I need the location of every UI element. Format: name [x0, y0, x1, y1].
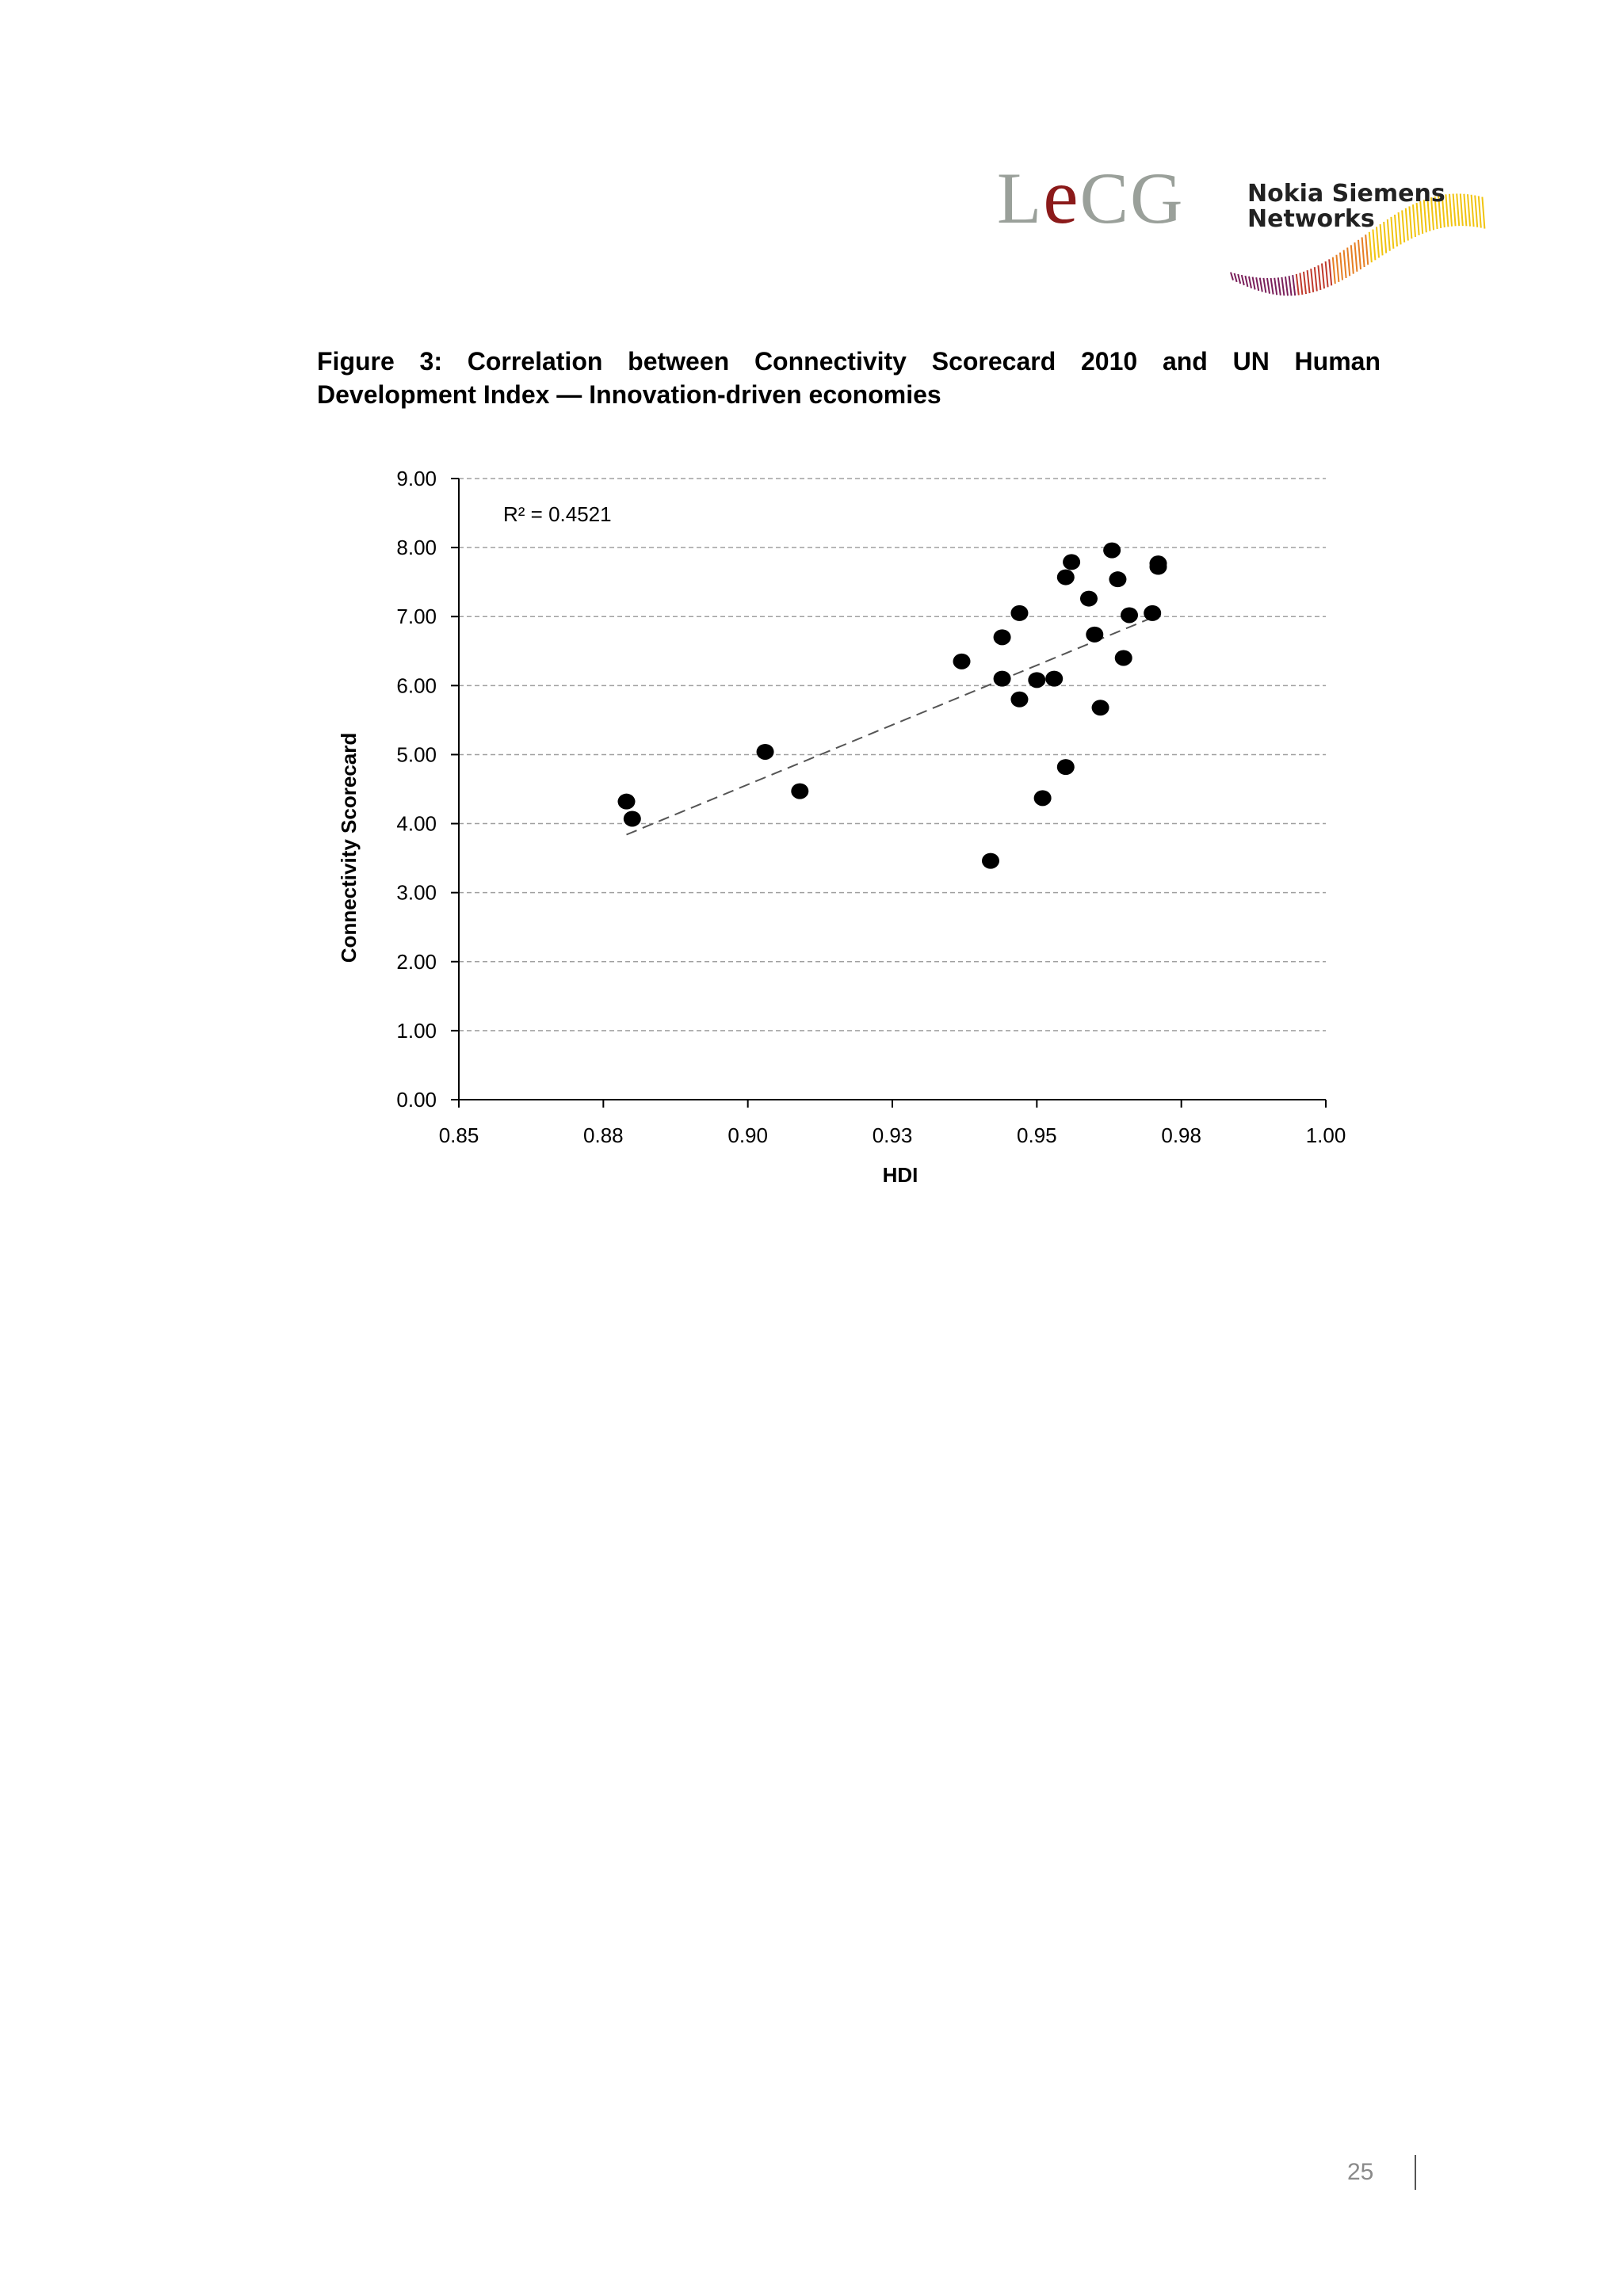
x-tick-label: 0.88	[583, 1123, 624, 1147]
data-point	[1149, 559, 1167, 575]
data-point	[1109, 571, 1126, 587]
data-point	[624, 810, 641, 826]
data-point	[1063, 554, 1080, 570]
y-tick-label: 4.00	[396, 811, 437, 836]
data-point	[953, 654, 971, 669]
page-number-rule	[1415, 2155, 1416, 2190]
trend-line	[627, 615, 1159, 834]
y-tick-label: 8.00	[396, 536, 437, 560]
data-point	[1057, 759, 1075, 775]
y-tick-label: 9.00	[396, 467, 437, 490]
data-point	[1103, 543, 1121, 559]
data-point	[757, 744, 774, 760]
x-tick-label: 0.85	[438, 1123, 479, 1147]
data-point	[1121, 607, 1138, 623]
r-squared-annotation: R² = 0.4521	[503, 502, 612, 526]
x-tick-label: 1.00	[1305, 1123, 1346, 1147]
y-tick-label: 1.00	[396, 1018, 437, 1043]
data-point	[1115, 650, 1132, 666]
data-point	[618, 794, 636, 810]
x-tick-label: 0.90	[727, 1123, 768, 1147]
nsn-logo-line1: Nokia Siemens	[1247, 180, 1445, 208]
data-point	[994, 671, 1011, 687]
figure-title: Figure 3: Correlation between Connectivity Scorecard 2010 and UN Human Development Index — Innovation-driven economies	[317, 347, 1381, 409]
y-tick-label: 7.00	[396, 605, 437, 629]
y-axis-label: Connectivity Scorecard	[337, 732, 361, 963]
y-tick-label: 5.00	[396, 742, 437, 767]
data-point	[791, 784, 808, 799]
y-tick-label: 6.00	[396, 673, 437, 698]
y-tick-label: 0.00	[396, 1088, 437, 1112]
page-number: 25	[1347, 2159, 1374, 2185]
data-point	[1028, 672, 1045, 688]
lecg-logo: LeCG	[997, 152, 1185, 240]
y-tick-label: 2.00	[396, 949, 437, 974]
data-point	[994, 629, 1011, 645]
data-point	[1034, 790, 1052, 806]
data-point	[1092, 700, 1109, 715]
x-axis-label: HDI	[882, 1163, 918, 1187]
data-point	[1010, 692, 1028, 707]
x-tick-label: 0.98	[1161, 1123, 1201, 1147]
x-tick-label: 0.93	[872, 1123, 913, 1147]
data-point	[982, 853, 999, 869]
data-point	[1080, 591, 1098, 607]
y-tick-label: 3.00	[396, 880, 437, 905]
nsn-logo-line2: Networks	[1247, 205, 1375, 233]
x-tick-label: 0.95	[1017, 1123, 1057, 1147]
data-point	[1010, 605, 1028, 621]
data-point	[1057, 570, 1075, 585]
data-point	[1144, 605, 1161, 621]
data-point	[1086, 627, 1103, 643]
data-point	[1045, 671, 1063, 687]
